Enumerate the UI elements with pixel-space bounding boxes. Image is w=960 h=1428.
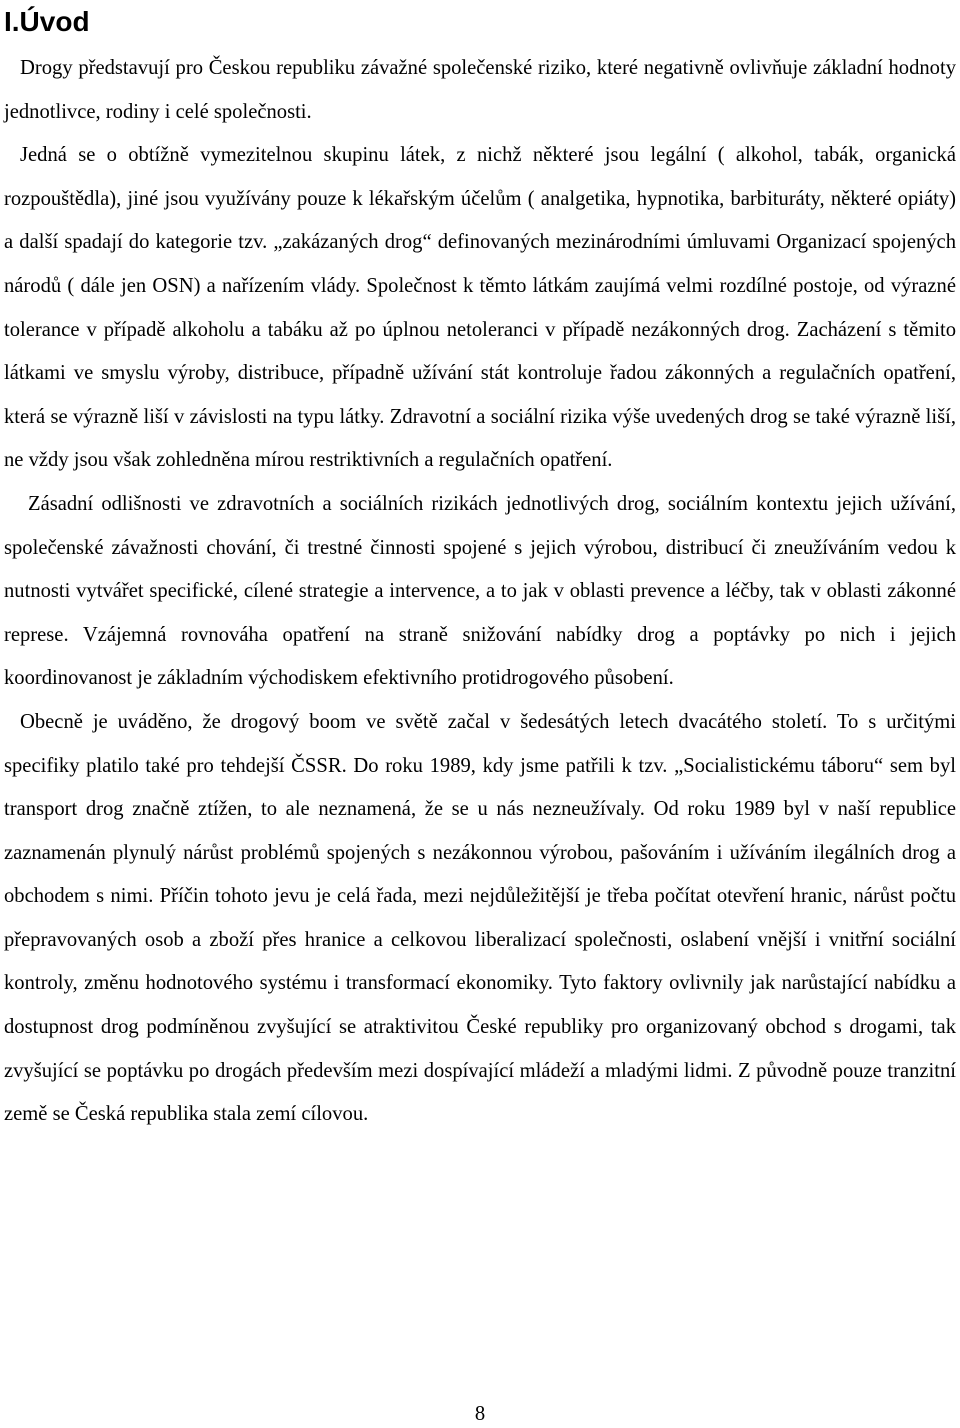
paragraph-intro: Drogy představují pro Českou republiku závažné společenské riziko, které negativně ovlivňuje základní hodnoty jednotlivce, rodiny i celé společnosti. xyxy=(4,57,956,123)
paragraph-substances: Jedná se o obtížně vymezitelnou skupinu látek, z nichž některé jsou legální ( alkohol, tabák, organická rozpouštědla), jiné jsou využívány pouze k lékařským účelům ( analgetika, hypnotika, barbituráty, některé opiáty) a další spadají do kategorie tzv. „zakázaných drog“ definovaných mezinárodními úmluvami Organizací spojených národů ( dále jen OSN) a nařízením vlády. Společnost k těmto látkám zaujímá velmi rozdílné postoje, od výrazné tolerance v případě alkoholu a tabáku až po úplnou netoleranci v případě nezákonných drog. Zacházení s těmito látkami ve smyslu výroby, distribuce, případně užívání stát kontroluje řadou zákonných a regulačních opatření, která se výrazně liší v závislosti na typu látky. Zdravotní a sociální rizika výše uvedených drog se také výrazně liší, ne vždy jsou však zohledněna mírou restriktivních a regulačních opatření. xyxy=(4,144,956,472)
paragraph-differences: Zásadní odlišnosti ve zdravotních a sociálních rizikách jednotlivých drog, sociálním kontextu jejich užívání, společenské závažnosti chování, či trestné činnosti spojené s jejich výrobou, distribucí či zneužíváním vedou k nutnosti vytvářet specifické, cílené strategie a intervence, a to jak v oblasti prevence a léčby, tak v oblasti zákonné represe. Vzájemná rovnováha opatření na straně snižování nabídky drog a poptávky po nich i jejich koordinovanost je základním východiskem efektivního protidrogového působení. xyxy=(4,492,956,690)
page-number: 8 xyxy=(474,1403,486,1425)
section-heading: I.Úvod xyxy=(4,6,90,37)
body-text xyxy=(4,47,956,1137)
paragraph-history: Obecně je uváděno, že drogový boom ve světě začal v šedesátých letech dvacátého století. To s určitými specifiky platilo také pro tehdejší ČSSR. Do roku 1989, kdy jsme patřili k tzv. „Socialistickému táboru“ sem byl transport drog značně ztížen, to ale neznamená, že se u nás nezneužívaly. Od roku 1989 byl v naší republice zaznamenán plynulý nárůst problémů spojených s nezákonnou výrobou, pašováním i užíváním ilegálních drog a obchodem s nimi. Příčin tohoto jevu je celá řada, mezi nejdůležitější je třeba počítat otevření hranic, nárůst počtu přepravovaných osob a zboží přes hranice a celkovou liberalizací společnosti, oslabení vnější i vnitřní sociální kontroly, změnu hodnotového systému i transformací ekonomiky. Tyto faktory ovlivnily jak narůstající nabídku a dostupnost drog podmíněnou zvyšující se atraktivitou České republiky pro organizovaný obchod s drogami, tak zvyšující se poptávku po drogách především mezi dospívající mládeží a mladými lidmi. Z původně pouze tranzitní země se Česká republika stala zemí cílovou. xyxy=(4,710,956,1126)
